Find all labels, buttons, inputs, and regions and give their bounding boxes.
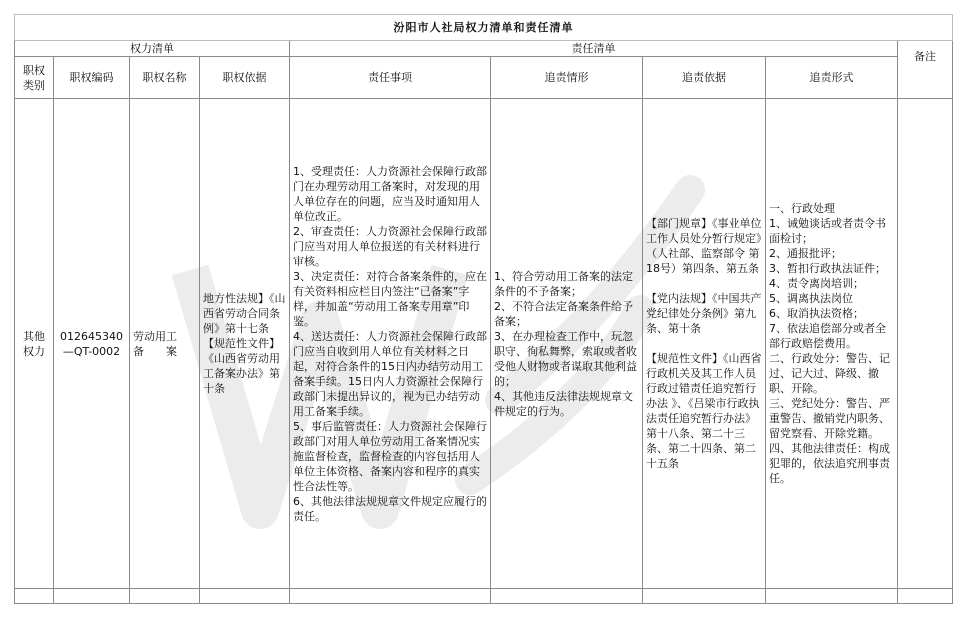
responsibility-list-group-header: 责任清单 bbox=[290, 41, 898, 57]
name-header: 职权名称 bbox=[130, 57, 200, 99]
blank-row bbox=[15, 589, 953, 604]
accountability-cases-header: 追责情形 bbox=[491, 57, 643, 99]
power-responsibility-table bbox=[14, 14, 953, 604]
blank-cell bbox=[15, 589, 54, 604]
remark-header: 备注 bbox=[898, 41, 953, 99]
blank-cell bbox=[766, 589, 898, 604]
accountability-forms-cell: 一、行政处理 1、诫勉谈话或者责令书面检讨； 2、通报批评； 3、暂扣行政执法证件； 4、责令离岗培训； 5、调离执法岗位 6、取消执法资格； 7、依法追偿部分或者全部行政赔偿费用。 二、行政处分：警告、记过、记大过、降级、撤职、开除。 三、党纪处分：警告、严重警告、撤销党内职务、留党察看、开除党籍。 四、其他法律责任：构成犯罪的，依法追究刑事责任。 bbox=[766, 99, 898, 589]
table-row bbox=[15, 99, 953, 589]
accountability-cases-cell: 1、符合劳动用工备案的法定条件的不予备案； 2、不符合法定备案条件给予备案； 3、在办理检查工作中，玩忽职守、徇私舞弊，索取或者收受他人财物或者谋取其他利益的； 4、其他违反法律法规规章文件规定的行为。 bbox=[491, 99, 643, 589]
duties-cell: 1、受理责任：人力资源社会保障行政部门在办理劳动用工备案时，对发现的用人单位存在的问题，应当及时通知用人单位改正。 2、审查责任：人力资源社会保障行政部门应当对用人单位报送的有关材料进行审核。 3、决定责任：对符合备案条件的，应在有关资料相应栏目内签注“已备案”字样，并加盖“劳动用工备案专用章”印鉴。 4、送达责任：人力资源社会保障行政部门应当自收到用人单位有关材料之日起，对符合条件的15日内办结劳动用工备案手续。15日内人力资源社会保障行政部门未提出异议的，视为已办结劳动用工备案手续。 5、事后监管责任：人力资源社会保障行政部门对用人单位劳动用工备案情况实施监督检查，监督检查的内容包括用人单位主体资格、备案内容和程序的真实性合法性等。 6、其他法律法规规章文件规定应履行的责任。 bbox=[290, 99, 491, 589]
accountability-basis-header: 追责依据 bbox=[643, 57, 766, 99]
accountability-forms-header: 追责形式 bbox=[766, 57, 898, 99]
blank-cell bbox=[54, 589, 130, 604]
blank-cell bbox=[643, 589, 766, 604]
page-title: 汾阳市人社局权力清单和责任清单 bbox=[15, 15, 953, 41]
code-cell: 012645340 —QT-0002 bbox=[54, 99, 130, 589]
blank-cell bbox=[200, 589, 290, 604]
blank-cell bbox=[898, 589, 953, 604]
accountability-basis-cell: 【部门规章】《事业单位工作人员处分暂行规定》（人社部、监察部令 第18号）第四条、第五条 【党内法规】《中国共产党纪律处分条例》第九条、第十条 【规范性文件】《山西省行政机关及其工作人员行政过错责任追究暂行办法 》、《吕梁市行政执法责任追究暂行办法》第十八条、第二十三条、第二十四条、第二十五条 bbox=[643, 99, 766, 589]
blank-cell bbox=[491, 589, 643, 604]
name-cell: 劳动用工 备 案 bbox=[130, 99, 200, 589]
basis-header: 职权依据 bbox=[200, 57, 290, 99]
blank-cell bbox=[290, 589, 491, 604]
power-list-group-header: 权力清单 bbox=[15, 41, 290, 57]
duties-header: 责任事项 bbox=[290, 57, 491, 99]
category-cell: 其他 权力 bbox=[15, 99, 54, 589]
category-header: 职权 类别 bbox=[15, 57, 54, 99]
blank-cell bbox=[130, 589, 200, 604]
basis-cell: 地方性法规】《山西省劳动合同条例》第十七条 【规范性文件】《山西省劳动用工备案办法》第十条 bbox=[200, 99, 290, 589]
remark-cell bbox=[898, 99, 953, 589]
code-header: 职权编码 bbox=[54, 57, 130, 99]
